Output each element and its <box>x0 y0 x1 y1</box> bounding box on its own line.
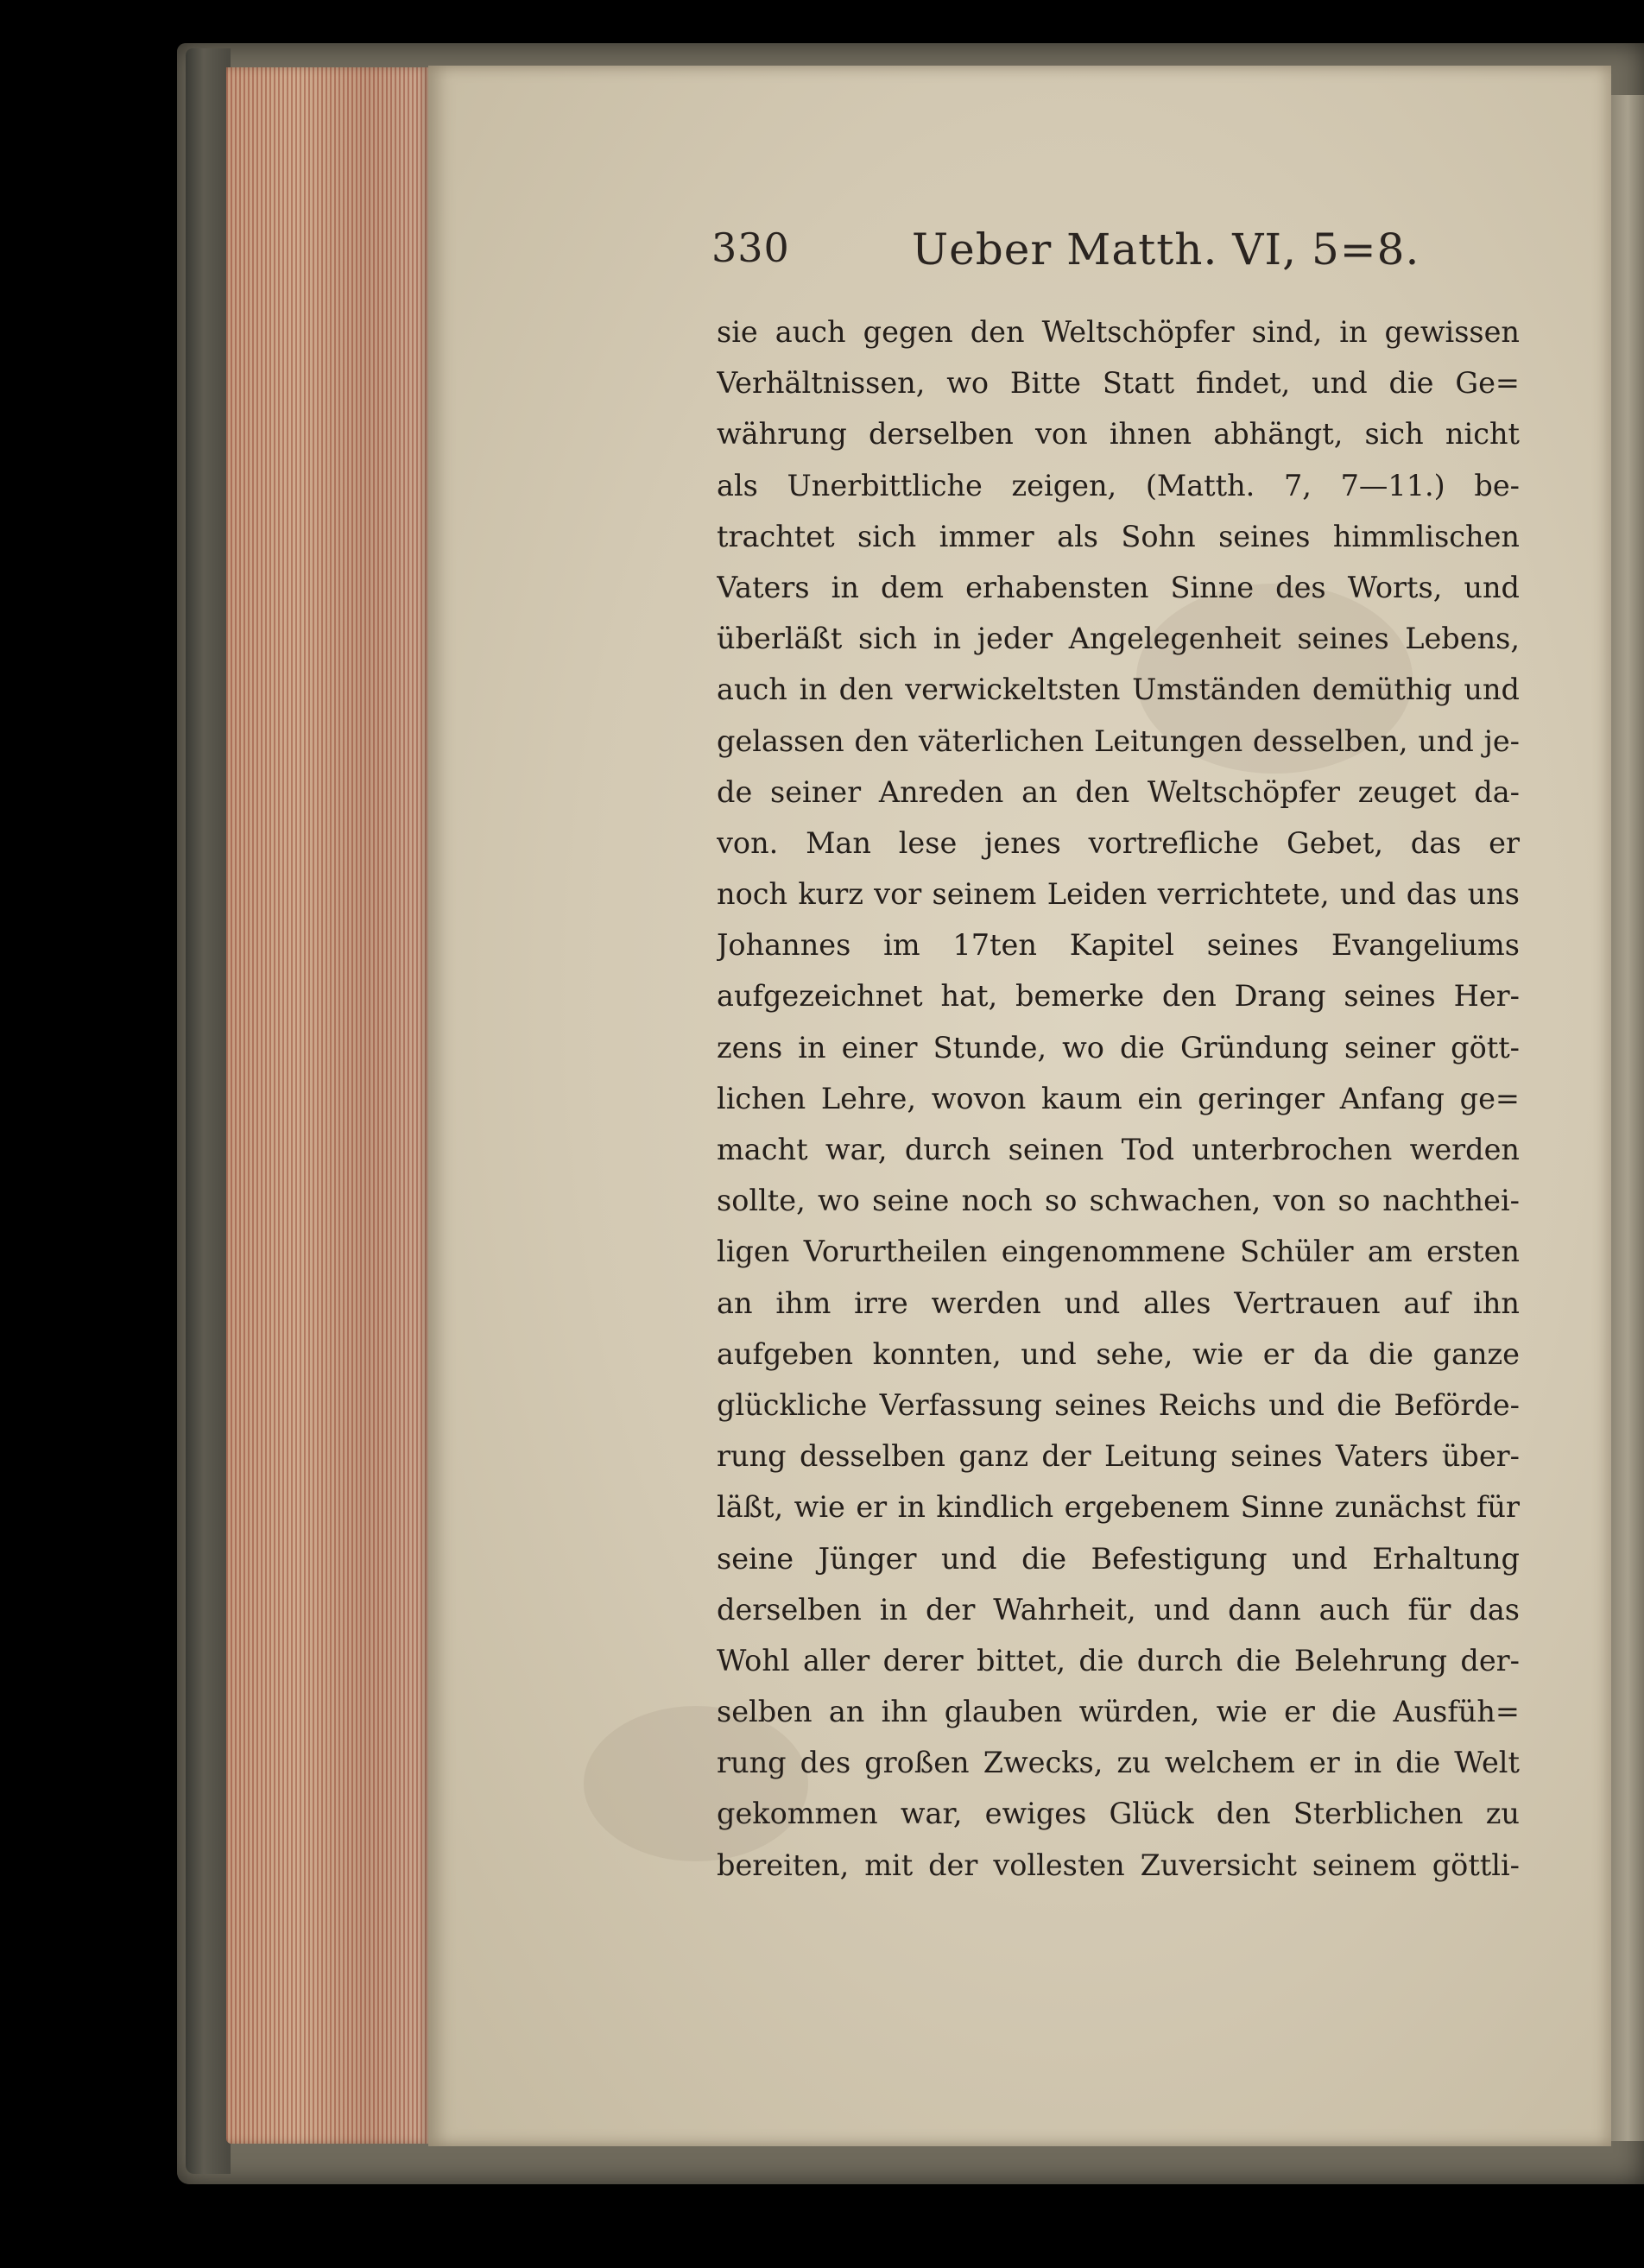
text-line: macht war, durch seinen Tod unterbrochen werden <box>717 1133 1520 1166</box>
text-line: selben an ihn glauben würden, wie er die Ausfüh= <box>717 1695 1520 1729</box>
text-line: Wohl aller derer bittet, die durch die Belehrung der- <box>717 1643 1520 1677</box>
text-line: gekommen war, ewiges Glück den Sterblichen zu <box>717 1797 1520 1831</box>
running-head <box>711 224 1489 294</box>
text-line: an ihm irre werden und alles Vertrauen auf ihn <box>717 1286 1520 1320</box>
text-line: ligen Vorurtheilen eingenommene Schüler am ersten <box>717 1235 1520 1269</box>
text-line: trachtet sich immer als Sohn seines himmlischen <box>717 519 1520 553</box>
text-line: von. Man lese jenes vortrefliche Gebet, das er <box>717 825 1520 860</box>
body-text <box>717 306 1520 1891</box>
text-line: läßt, wie er in kindlich ergebenem Sinne zunächst für <box>717 1490 1520 1525</box>
text-line: auch in den verwickeltsten Umständen demüthig und <box>717 673 1520 707</box>
text-line: Vaters in dem erhabensten Sinne des Worts, und <box>717 570 1520 604</box>
text-line: gelassen den väterlichen Leitungen desselben, und je- <box>717 723 1520 758</box>
text-line: aufgeben konnten, und sehe, wie er da die ganze <box>717 1336 1520 1371</box>
text-line: Johannes im 17ten Kapitel seines Evangeliums <box>717 928 1520 963</box>
text-line: rung des großen Zwecks, zu welchem er in die Welt <box>717 1746 1520 1780</box>
text-line: seine Jünger und die Befestigung und Erhaltung <box>717 1541 1520 1576</box>
text-line: zens in einer Stunde, wo die Gründung seiner gött- <box>717 1030 1520 1065</box>
text-line: sie auch gegen den Weltschöpfer sind, in gewissen <box>717 315 1520 349</box>
text-line: überläßt sich in jeder Angelegenheit seines Lebens, <box>717 622 1520 656</box>
text-line: als Unerbittliche zeigen, (Matth. 7, 7—11.) be- <box>717 468 1520 502</box>
text-line: rung desselben ganz der Leitung seines Vaters über- <box>717 1439 1520 1474</box>
book-cover-edge <box>186 48 231 2174</box>
text-line: währung derselben von ihnen abhängt, sich nicht <box>717 417 1520 452</box>
text-line: bereiten, mit der vollesten Zuversicht seinem göttli- <box>717 1848 1520 1882</box>
text-line: de seiner Anreden an den Weltschöpfer zeuget da- <box>717 774 1520 809</box>
text-line: glückliche Verfassung seines Reichs und die Beförde- <box>717 1387 1520 1422</box>
text-line: lichen Lehre, wovon kaum ein geringer Anfang ge= <box>717 1081 1520 1115</box>
text-line: noch kurz vor seinem Leiden verrichtete, und das uns <box>717 877 1520 912</box>
text-line: aufgezeichnet hat, bemerke den Drang seines Her- <box>717 979 1520 1014</box>
page-number: 330 <box>711 224 790 271</box>
facing-page-edge <box>1611 95 1644 2141</box>
text-line: derselben in der Wahrheit, und dann auch für das <box>717 1592 1520 1627</box>
running-title: Ueber Matth. VI, 5=8. <box>912 224 1420 275</box>
text-line: Verhältnissen, wo Bitte Statt findet, und die Ge= <box>717 366 1520 401</box>
page-fore-edge <box>226 67 430 2144</box>
text-line: sollte, wo seine noch so schwachen, von so nachthei- <box>717 1184 1520 1218</box>
